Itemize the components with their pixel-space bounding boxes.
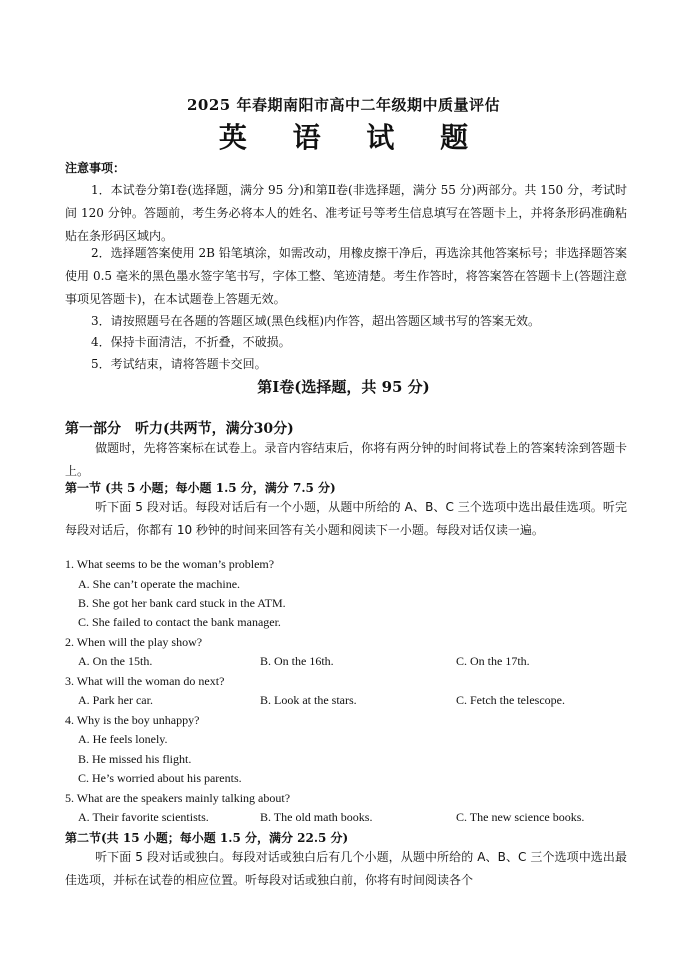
notice-item: 5．考试结束，请将答题卡交回。	[91, 357, 267, 371]
notice-heading: 注意事项：	[65, 161, 126, 175]
option-b: B. She got her bank card stuck in the ATM.	[78, 596, 286, 610]
option-a: A. On the 15th.	[78, 654, 153, 668]
option-a: A. Park her car.	[78, 693, 153, 707]
question-text: 5. What are the speakers mainly talking about?	[65, 791, 291, 805]
option-b: B. Look at the stars.	[260, 693, 357, 707]
notice-item: 2．选择题答案使用 2B 铅笔填涂，如需改动，用橡皮擦干净后，再选涂其他答案标号；非选择题答案使用 0.5 毫米的黑色墨水签字笔书写，字体工整、笔迹清楚。考生作答时，将答案答在答题卡上(答题注意事项见答题卡)，在本试题卷上答题无效。	[65, 246, 627, 306]
option-b: B. On the 16th.	[260, 654, 334, 668]
subject-title: 英 语 试 题	[218, 121, 487, 154]
option-c: C. Fetch the telescope.	[456, 693, 565, 707]
notice-item: 3．请按照题号在各题的答题区域(黑色线框)内作答，超出答题区域书写的答案无效。	[91, 314, 541, 328]
option-b: B. He missed his flight.	[78, 752, 192, 766]
question-text: 1. What seems to be the woman’s problem?	[65, 557, 275, 571]
part-intro: 做题时，先将答案标在试卷上。录音内容结束后，你将有两分钟的时间将试卷上的答案转涂到答题卡上。	[65, 441, 627, 478]
section-heading: 第一节 (共 5 小题；每小题 1.5 分，满分 7.5 分)	[65, 481, 336, 495]
option-a: A. Their favorite scientists.	[78, 810, 209, 824]
question-text: 4. Why is the boy unhappy?	[65, 713, 200, 727]
option-c: C. On the 17th.	[456, 654, 530, 668]
volume-title: 第Ⅰ卷(选择题，共 95 分)	[257, 378, 430, 396]
question-text: 2. When will the play show?	[65, 635, 203, 649]
section-instructions: 听下面 5 段对话或独白。每段对话或独白后有几个小题，从题中所给的 A、B、C 三个选项中选出最佳选项，并标在试卷的相应位置。听每段对话或独白前，你将有时间阅读各个	[65, 850, 627, 887]
notice-item: 4．保持卡面清洁，不折叠，不破损。	[91, 335, 291, 349]
section-heading: 第二节(共 15 小题；每小题 1.5 分，满分 22.5 分)	[65, 831, 349, 845]
option-c: C. The new science books.	[456, 810, 585, 824]
question-text: 3. What will the woman do next?	[65, 674, 225, 688]
option-c: C. He’s worried about his parents.	[78, 771, 242, 785]
option-b: B. The old math books.	[260, 810, 373, 824]
option-a: A. She can’t operate the machine.	[78, 577, 241, 591]
option-c: C. She failed to contact the bank manager.	[78, 615, 281, 629]
exam-title: 2025 年春期南阳市高中二年级期中质量评估	[187, 96, 500, 114]
option-a: A. He feels lonely.	[78, 732, 168, 746]
part-heading: 第一部分 听力(共两节，满分30分)	[65, 421, 294, 437]
notice-item: 1．本试卷分第Ⅰ卷(选择题，满分 95 分)和第Ⅱ卷(非选择题，满分 55 分)两部分。共 150 分，考试时间 120 分钟。答题前，考生务必将本人的姓名、准考证号等考生信息填写在答题卡上，并将条形码准确粘贴在条形码区域内。	[65, 183, 627, 243]
section-instructions: 听下面 5 段对话。每段对话后有一个小题，从题中所给的 A、B、C 三个选项中选出最佳选项。听完每段对话后，你都有 10 秒钟的时间来回答有关小题和阅读下一小题。每段对话仅读一遍。	[65, 500, 627, 537]
